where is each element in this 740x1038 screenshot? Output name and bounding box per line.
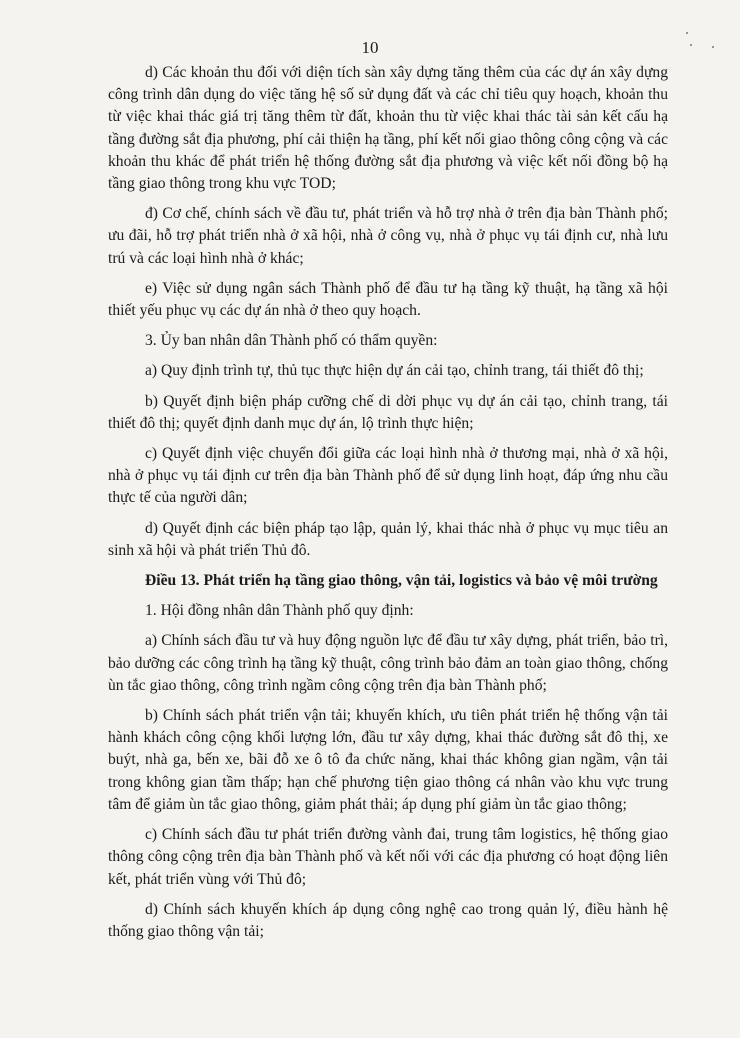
- page-number: 10: [361, 38, 379, 57]
- paragraph: a) Chính sách đầu tư và huy động nguồn lực để đầu tư xây dựng, phát triển, bảo trì, bảo dưỡng các công trình hạ tầng kỹ thuật, công trình bảo đảm an toàn giao thông, chống ùn tắc giao thông, công trình ngầm công cộng trên địa bàn Thành phố;: [108, 632, 668, 694]
- article-heading: Điều 13. Phát triển hạ tầng giao thông, vận tải, logistics và bảo vệ môi trường: [145, 572, 658, 590]
- paragraph: d) Các khoản thu đối với diện tích sàn xây dựng tăng thêm của các dự án xây dựng công trình dân dụng do việc tăng hệ số sử dụng đất và các chỉ tiêu quy hoạch, khoản thu từ việc khai thác giá trị tăng thêm từ đất, khoản thu từ việc khai thác tài sản kết cấu hạ tầng đường sắt địa phương, phí cải thiện hạ tầng, phí kết nối giao thông công cộng và các khoản thu khác để phát triển hệ thống đường sắt địa phương và việc kết nối đồng bộ hạ tầng giao thông trong khu vực TOD;: [108, 64, 668, 193]
- paragraph: d) Chính sách khuyến khích áp dụng công nghệ cao trong quản lý, điều hành hệ thống giao thông vận tải;: [108, 900, 668, 940]
- paragraph: e) Việc sử dụng ngân sách Thành phố để đầu tư hạ tầng kỹ thuật, hạ tầng xã hội thiết yếu phục vụ các dự án nhà ở theo quy hoạch.: [108, 279, 668, 320]
- paragraph: đ) Cơ chế, chính sách về đầu tư, phát triển và hỗ trợ nhà ở trên địa bàn Thành phố; ưu đãi, hỗ trợ phát triển nhà ở xã hội, nhà ở công vụ, nhà ở phục vụ tái định cư, nhà lưu trú và các loại hình nhà ở khác;: [108, 205, 668, 267]
- scan-speck: [712, 46, 714, 48]
- document-body: [108, 62, 668, 951]
- paragraph: d) Quyết định các biện pháp tạo lập, quản lý, khai thác nhà ở phục vụ mục tiêu an sinh xã hội và phát triển Thủ đô.: [108, 519, 668, 559]
- paragraph: 1. Hội đồng nhân dân Thành phố quy định:: [145, 602, 414, 620]
- scan-speck: [690, 44, 692, 46]
- paragraph: a) Quy định trình tự, thủ tục thực hiện dự án cải tạo, chỉnh trang, tái thiết đô thị;: [145, 362, 644, 380]
- paragraph: b) Quyết định biện pháp cưỡng chế di dời phục vụ dự án cải tạo, chỉnh trang, tái thiết đô thị; quyết định danh mục dự án, lộ trình thực hiện;: [108, 392, 668, 432]
- scan-speck: [686, 32, 688, 34]
- paragraph: 3. Ủy ban nhân dân Thành phố có thẩm quyền:: [145, 332, 438, 350]
- paragraph: c) Chính sách đầu tư phát triển đường vành đai, trung tâm logistics, hệ thống giao thông công cộng trên địa bàn Thành phố và kết nối với các địa phương có hoạt động liên kết, phát triển vùng với Thủ đô;: [108, 826, 668, 888]
- paragraph: b) Chính sách phát triển vận tải; khuyến khích, ưu tiên phát triển hệ thống vận tải hành khách công cộng khối lượng lớn, đầu tư xây dựng, khai thác đường sắt đô thị, xe buýt, nhà ga, bến xe, bãi đỗ xe ô tô đa chức năng, khai thác không gian ngầm, vận tải trong không gian tầm thấp; hạn chế phương tiện giao thông cá nhân vào khu vực trung tâm để giảm ùn tắc giao thông, giảm phát thải; áp dụng phí giảm ùn tắc giao thông;: [108, 707, 668, 813]
- paragraph: c) Quyết định việc chuyển đổi giữa các loại hình nhà ở thương mại, nhà ở xã hội, nhà ở phục vụ tái định cư trên địa bàn Thành phố để sử dụng linh hoạt, đáp ứng nhu cầu thực tế của người dân;: [108, 445, 668, 507]
